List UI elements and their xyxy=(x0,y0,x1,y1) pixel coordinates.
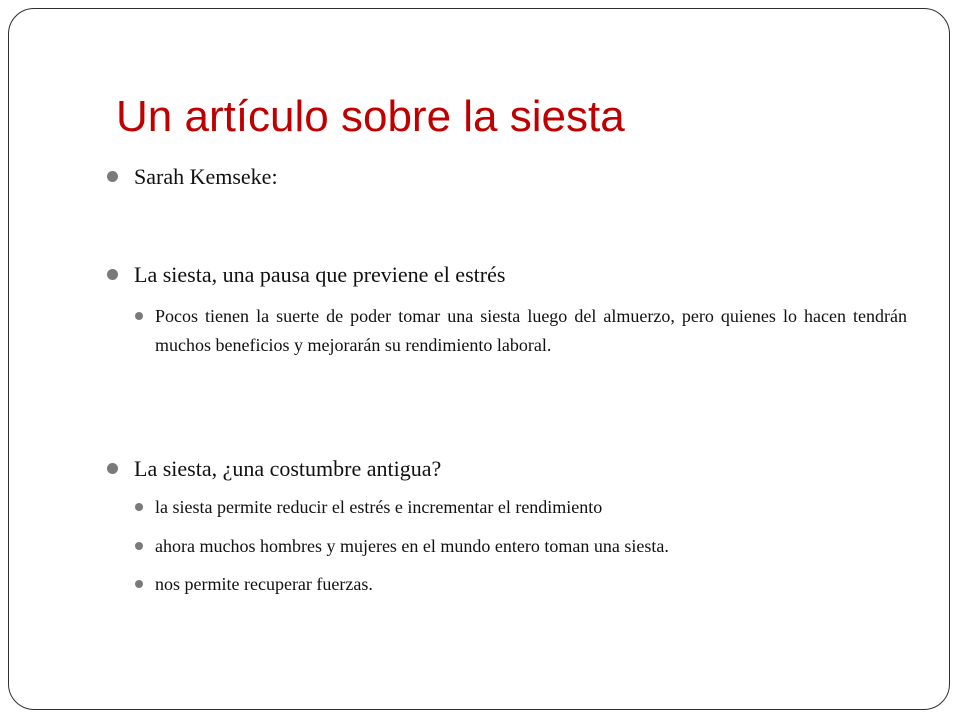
sub-bullet-item xyxy=(135,493,907,522)
bullet-dot-icon xyxy=(107,269,118,280)
sub-bullet-text: nos permite recuperar fuerzas. xyxy=(155,574,373,594)
bullet-item xyxy=(107,160,907,194)
sub-bullet-text: la siesta permite reducir el estrés e incrementar el rendimiento xyxy=(155,497,603,517)
sub-bullet-item xyxy=(135,532,907,561)
bullet-dot-icon xyxy=(135,542,143,550)
bullet-item xyxy=(107,258,907,292)
bullet-dot-icon xyxy=(135,580,143,588)
slide-title: Un artículo sobre la siesta xyxy=(116,92,625,141)
bullet-dot-icon xyxy=(107,171,118,182)
bullet-dot-icon xyxy=(135,312,143,320)
bullet-text: La siesta, una pausa que previene el estrés xyxy=(134,262,506,287)
bullet-text: La siesta, ¿una costumbre antigua? xyxy=(134,456,442,481)
bullet-dot-icon xyxy=(135,503,143,511)
bullet-text: Sarah Kemseke: xyxy=(134,164,278,189)
bullet-item xyxy=(107,452,907,486)
sub-bullet-text: Pocos tienen la suerte de poder tomar una siesta luego del almuerzo, pero quienes lo hacen tendrán muchos beneficios y mejorarán su rendimiento laboral. xyxy=(155,306,907,355)
sub-bullet-text: ahora muchos hombres y mujeres en el mundo entero toman una siesta. xyxy=(155,536,669,556)
sub-bullet-item xyxy=(135,302,907,360)
sub-bullet-item xyxy=(135,570,907,599)
bullet-dot-icon xyxy=(107,463,118,474)
